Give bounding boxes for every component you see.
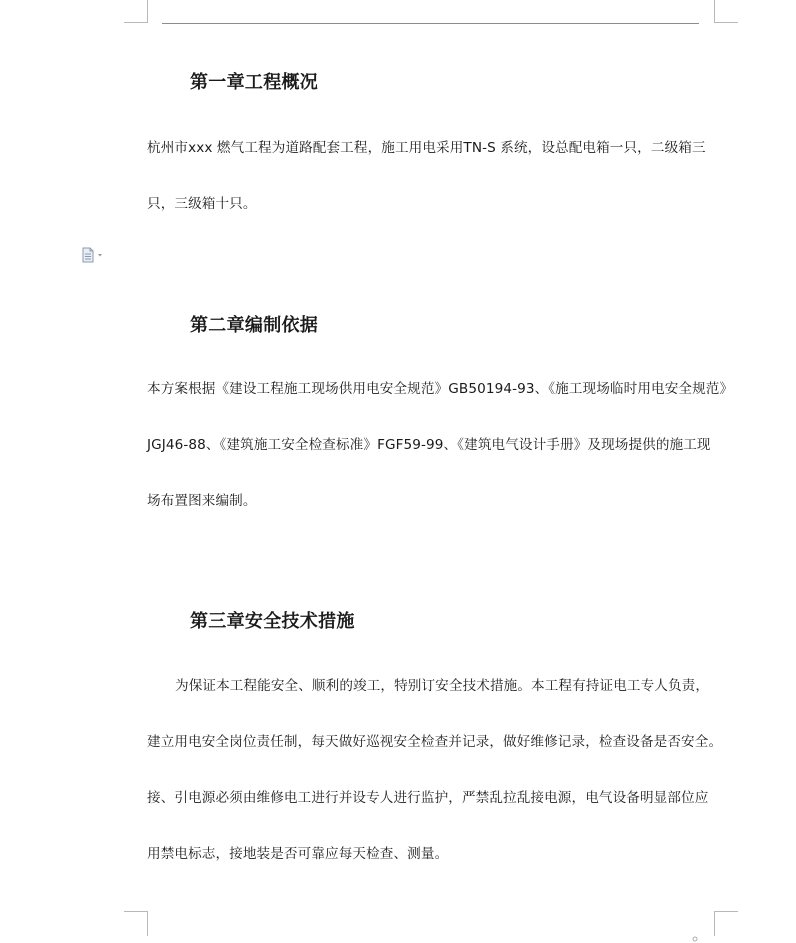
paragraph-line: 杭州市xxx 燃气工程为道路配套工程，施工用电采用TN-S 系统，设总配电箱一只，二级箱三 <box>147 140 706 156</box>
header-rule <box>162 23 699 24</box>
paragraph-line: 为保证本工程能安全、顺利的竣工，特别订安全技术措施。本工程有持证电工专人负责， <box>175 678 710 694</box>
paragraph-line: 接、引电源必须由维修电工进行并设专人进行监护，严禁乱拉乱接电源，电气设备明显部位应 <box>147 790 709 806</box>
paragraph-line: 场布置图来编制。 <box>147 493 257 509</box>
heading-chapter-2: 第二章编制依据 <box>190 315 319 336</box>
paragraph-line: 只，三级箱十只。 <box>147 196 257 212</box>
document-dropdown-icon[interactable] <box>82 247 104 263</box>
paragraph-line: 本方案根据《建设工程施工现场供用电安全规范》GB50194-93、《施工现场临时用电安全规范》 <box>147 381 734 397</box>
paragraph-line: 建立用电安全岗位责任制，每天做好巡视安全检查并记录，做好维修记录，检查设备是否安全。 <box>147 734 723 750</box>
heading-chapter-3: 第三章安全技术措施 <box>190 611 355 632</box>
paragraph-mark-icon <box>692 936 698 942</box>
paragraph-line: 用禁电标志，接地装是否可靠应每天检查、测量。 <box>147 846 449 862</box>
heading-chapter-1: 第一章工程概况 <box>190 72 319 93</box>
paragraph-line: JGJ46-88、《建筑施工安全检查标准》FGF59-99、《建筑电气设计手册》及现场提供的施工现 <box>147 437 711 453</box>
